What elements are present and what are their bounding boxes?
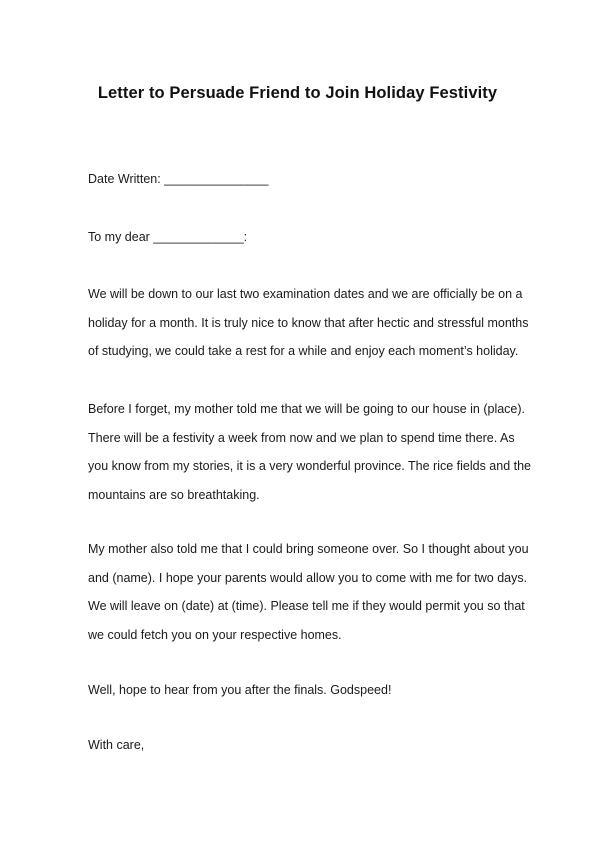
paragraph-3-line-2: and (name). I hope your parents would allow you to come with me for two days. — [88, 570, 528, 585]
paragraph-1-line-3: of studying, we could take a rest for a while and enjoy each moment’s holiday. — [88, 344, 519, 358]
salutation-line: To my dear _____________: — [88, 230, 248, 244]
paragraph-1-line-2: holiday for a month. It is truly nice to know that after hectic and stressful months — [88, 315, 529, 330]
paragraph-2-line-4: mountains are so breathtaking. — [88, 487, 260, 502]
paragraph-1 — [88, 280, 529, 366]
paragraph-2-line-3: you know from my stories, it is a very wonderful province. The rice fields and the — [88, 459, 532, 473]
closing-line: Well, hope to hear from you after the finals. Godspeed! — [88, 683, 392, 697]
paragraph-2 — [88, 395, 532, 509]
paragraph-3-line-4: we could fetch you on your respective homes. — [88, 627, 342, 642]
paragraph-3-line-3: We will leave on (date) at (time). Please tell me if they would permit you so that — [88, 599, 525, 613]
letter-title: Letter to Persuade Friend to Join Holiday Festivity — [97, 84, 498, 102]
date-written-line: Date Written: _______________ — [88, 172, 269, 186]
paragraph-2-line-2: There will be a festivity a week from now and we plan to spend time there. As — [88, 430, 515, 445]
paragraph-3 — [88, 535, 529, 649]
paragraph-1-line-1: We will be down to our last two examination dates and we are officially be on a — [88, 287, 523, 301]
paragraph-2-line-1: Before I forget, my mother told me that we will be going to our house in (place). — [88, 402, 526, 416]
sign-off: With care, — [88, 738, 145, 752]
paragraph-3-line-1: My mother also told me that I could bring someone over. So I thought about you — [88, 542, 529, 556]
